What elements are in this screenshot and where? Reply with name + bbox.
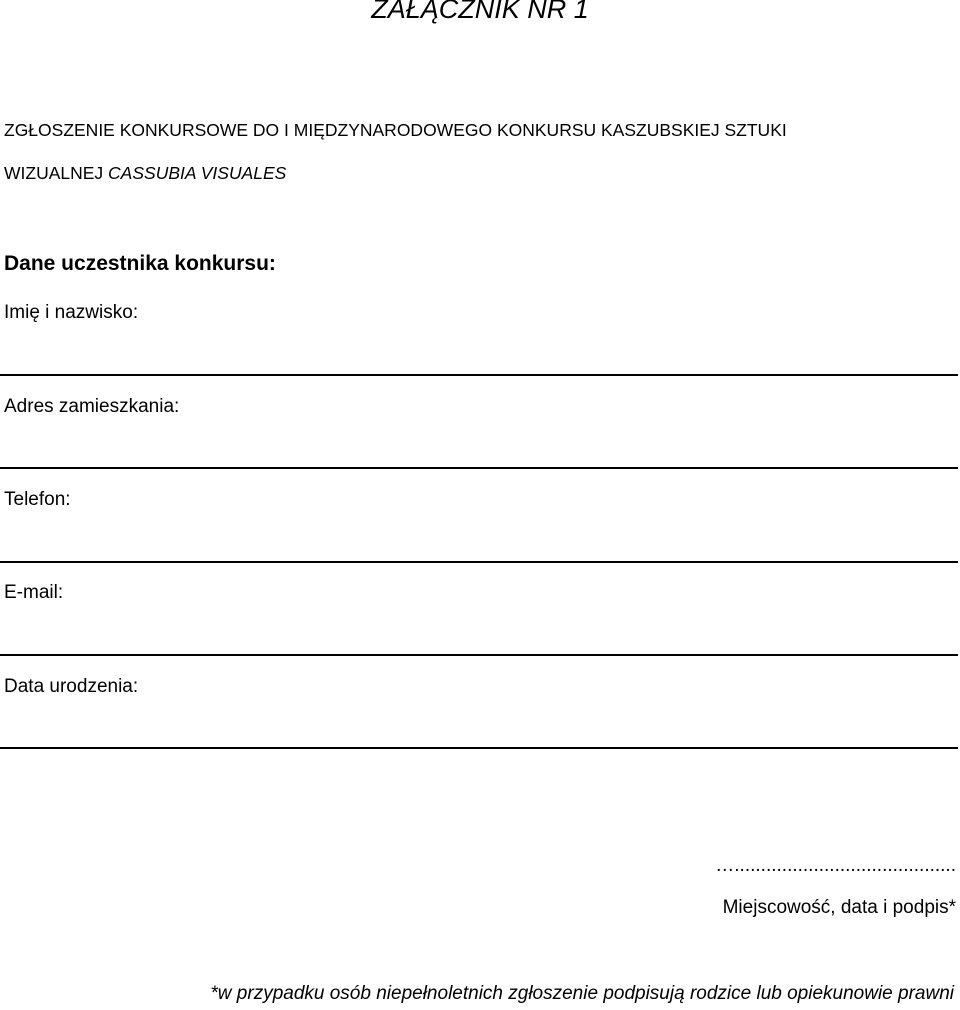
form-heading-line-2	[4, 163, 286, 184]
form-heading-plain: WIZUALNEJ	[4, 163, 109, 183]
signature-line[interactable]: …..........................................	[715, 855, 956, 876]
footnote: *w przypadku osób niepełnoletnich zgłoszenie podpisują rodzice lub opiekunowie prawni	[210, 983, 954, 1004]
address-field-label: Adres zamieszkania:	[4, 396, 180, 417]
name-field-label: Imię i nazwisko:	[4, 302, 139, 323]
email-field-label: E-mail:	[4, 582, 64, 603]
document-title: ZAŁĄCZNIK NR 1	[371, 0, 589, 24]
phone-field-label: Telefon:	[4, 489, 71, 510]
email-field-line[interactable]	[0, 654, 958, 656]
birthdate-field-label: Data urodzenia:	[4, 676, 139, 697]
address-field-line[interactable]	[0, 467, 958, 469]
name-field-line[interactable]	[0, 374, 958, 376]
phone-field-line[interactable]	[0, 561, 958, 563]
birthdate-field-line[interactable]	[0, 747, 958, 749]
contest-name: CASSUBIA VISUALES	[108, 163, 287, 183]
section-title: Dane uczestnika konkursu:	[4, 252, 276, 275]
signature-caption: Miejscowość, data i podpis*	[722, 897, 956, 918]
form-heading-line-1: ZGŁOSZENIE KONKURSOWE DO I MIĘDZYNARODOWEGO KONKURSU KASZUBSKIEJ SZTUKI	[4, 120, 787, 140]
